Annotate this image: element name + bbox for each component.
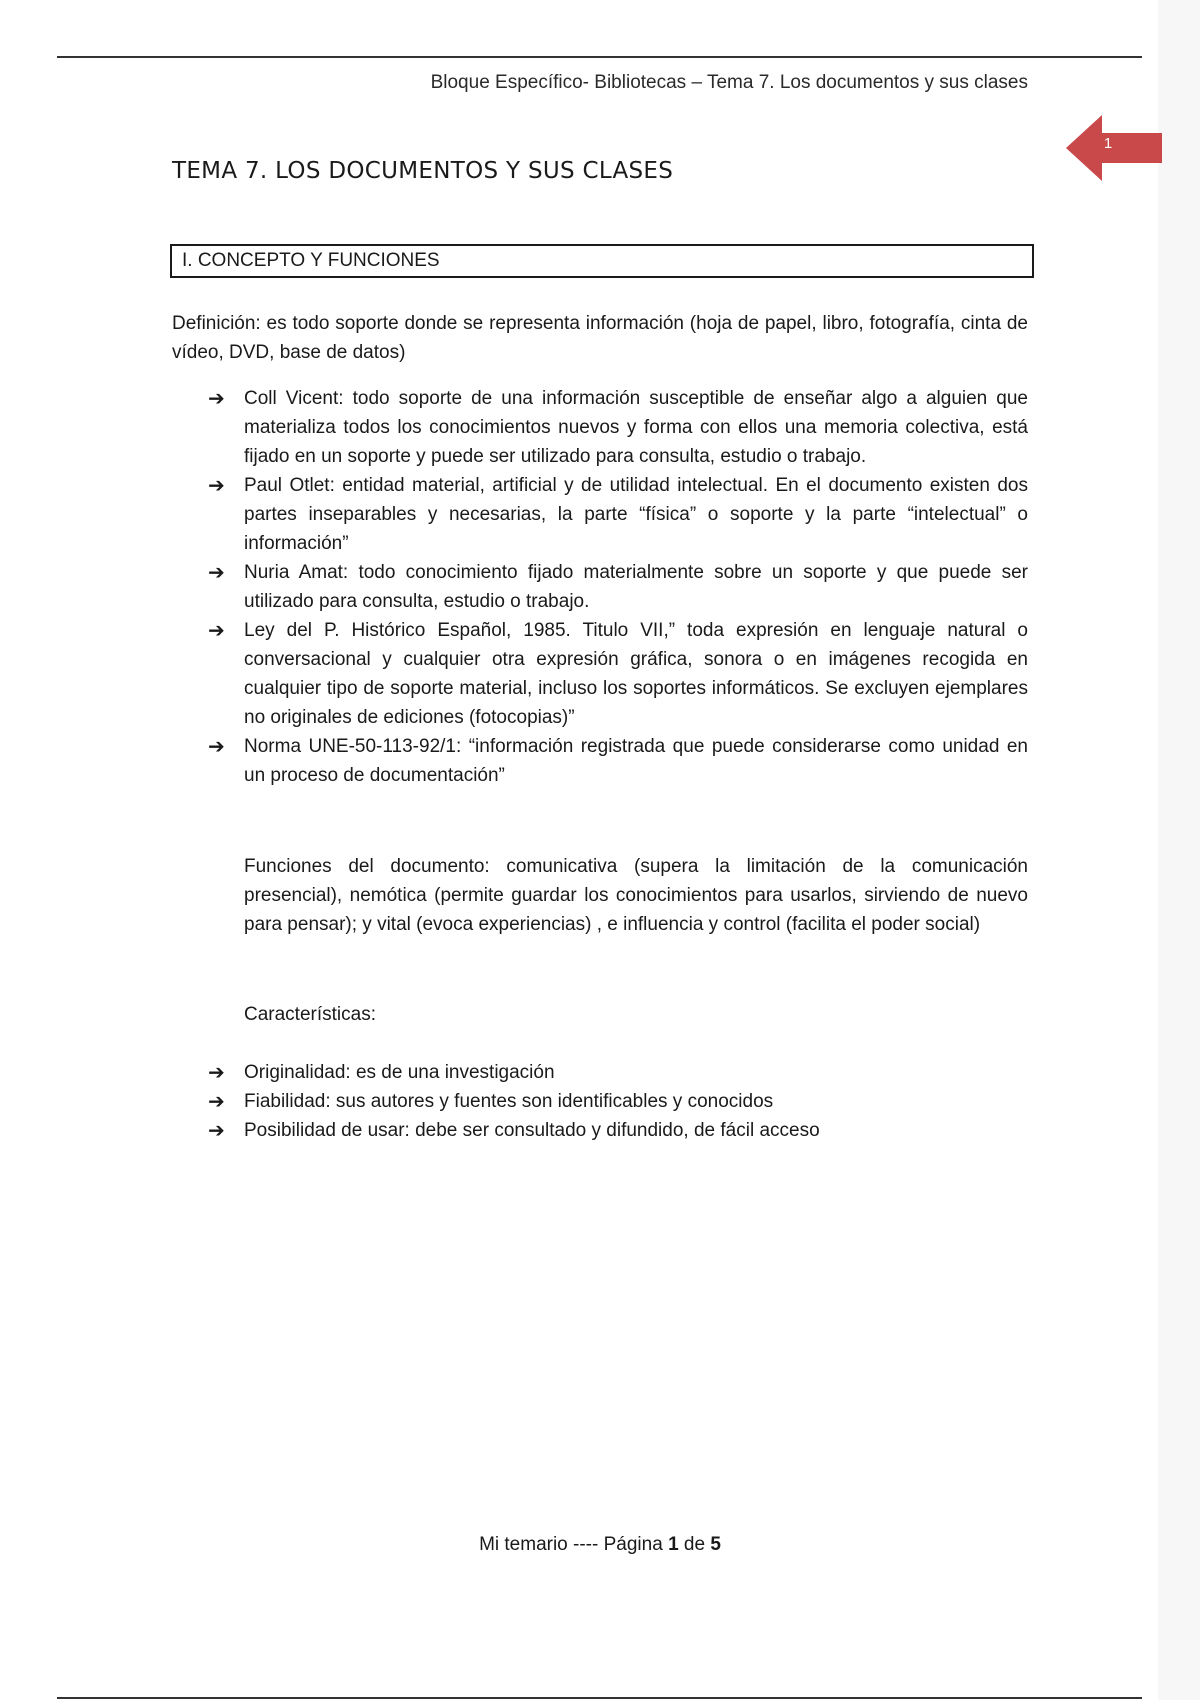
definition-paragraph: Definición: es todo soporte donde se representa información (hoja de papel, libro, fotografía, cinta de vídeo, DVD, base de datos) (172, 313, 1028, 363)
footer-of-label: de (683, 1534, 706, 1555)
list-item (172, 732, 1028, 790)
list-item (172, 1087, 1028, 1116)
list-item-text: Coll Vicent: todo soporte de una información susceptible de enseñar algo a alguien que materializa todos los conocimientos nuevos y forma con ellos una memoria colectiva, está fijado en un soporte y puede ser utilizado para consulta, estudio o trabajo. (244, 388, 1028, 467)
footer-total-pages: 5 (710, 1534, 721, 1555)
arrow-bullet-icon: ➔ (208, 1118, 225, 1142)
footer-prefix: Mi temario ---- Página (479, 1534, 663, 1555)
section-heading: I. CONCEPTO Y FUNCIONES (182, 250, 440, 271)
arrow-bullet-icon: ➔ (208, 560, 225, 584)
page-margin-shade (1158, 0, 1200, 1700)
caracteristicas-list (172, 1058, 1028, 1145)
section-heading-box (170, 244, 1034, 278)
arrow-bullet-icon: ➔ (208, 618, 225, 642)
list-item (172, 1058, 1028, 1087)
arrow-bullet-icon: ➔ (208, 473, 225, 497)
bottom-page-rule (57, 1697, 1142, 1699)
page-footer (0, 1534, 1200, 1556)
definitions-list (172, 384, 1028, 790)
running-header: Bloque Específico- Bibliotecas – Tema 7. Los documentos y sus clases (430, 72, 1028, 93)
page-badge-number: 1 (1103, 135, 1113, 152)
arrow-bullet-icon: ➔ (208, 1060, 225, 1084)
list-item (172, 471, 1028, 558)
list-item-text: Posibilidad de usar: debe ser consultado y difundido, de fácil acceso (244, 1120, 820, 1141)
list-item (172, 1116, 1028, 1145)
list-item-text: Nuria Amat: todo conocimiento fijado materialmente sobre un soporte y que puede ser utilizado para consulta, estudio o trabajo. (244, 562, 1028, 612)
list-item (172, 384, 1028, 471)
page-title: TEMA 7. LOS DOCUMENTOS Y SUS CLASES (172, 158, 674, 184)
list-item-text: Fiabilidad: sus autores y fuentes son identificables y conocidos (244, 1091, 774, 1112)
list-item-text: Ley del P. Histórico Español, 1985. Titulo VII,” toda expresión en lenguaje natural o conversacional y cualquier otra expresión gráfica, sonora o en imágenes recogida en cualquier tipo de soporte material, incluso los soportes informáticos. Se excluyen ejemplares no originales de ediciones (fotocopias)” (244, 620, 1028, 728)
list-item-text: Originalidad: es de una investigación (244, 1062, 555, 1083)
caracteristicas-heading: Características: (244, 1004, 376, 1025)
arrow-bullet-icon: ➔ (208, 386, 225, 410)
arrow-bullet-icon: ➔ (208, 1089, 225, 1113)
list-item (172, 558, 1028, 616)
top-page-rule (57, 56, 1142, 58)
list-item (172, 616, 1028, 732)
arrow-bullet-icon: ➔ (208, 734, 225, 758)
footer-current-page: 1 (668, 1534, 679, 1555)
funciones-paragraph: Funciones del documento: comunicativa (supera la limitación de la comunicación presencial), nemótica (permite guardar los conocimientos para usarlos, sirviendo de nuevo para pensar); y vital (evoca experiencias) , e influencia y control (facilita el poder social) (244, 856, 1028, 935)
list-item-text: Paul Otlet: entidad material, artificial y de utilidad intelectual. En el documento existen dos partes inseparables y necesarias, la parte “física” o soporte y la parte “intelectual” o información” (244, 475, 1028, 554)
page-badge (1066, 115, 1162, 181)
list-item-text: Norma UNE-50-113-92/1: “información registrada que puede considerarse como unidad en un proceso de documentación” (244, 736, 1028, 786)
